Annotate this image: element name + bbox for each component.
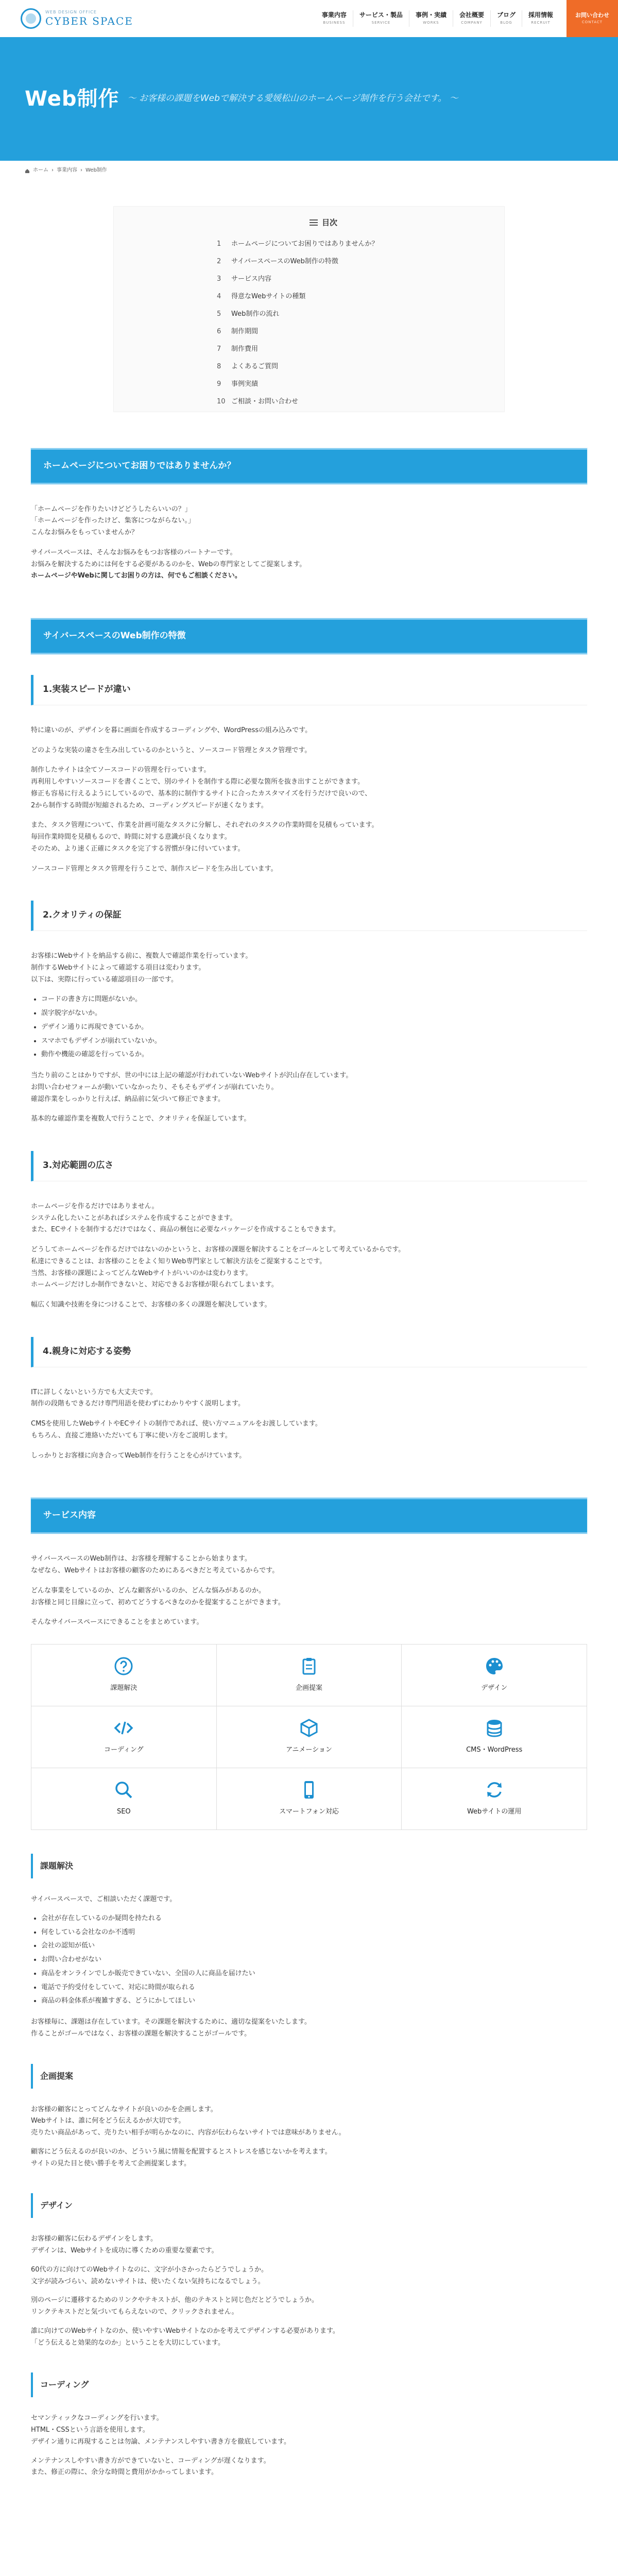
feature-heading-range: 3.対応範囲の広さ xyxy=(31,1151,587,1181)
toc-item[interactable]: 8 よくあるご質問 xyxy=(217,362,279,370)
service-animation[interactable]: アニメーション xyxy=(217,1706,402,1768)
paragraph: サイバースペースは、そんなお悩みをもつお客様のパートナーです。 お悩みを解決するためには何をする必要があるのかを、Webの専門家としてご提案します。 ホームページやWebに関してお困りの方は、何でもご相談ください。 xyxy=(31,548,306,580)
smartphone-icon xyxy=(299,1780,319,1800)
nav-business[interactable]: 事業内容 BUSINESS xyxy=(321,11,347,25)
database-icon xyxy=(484,1718,505,1738)
list-item: • 何をしている会社なのか不透明 xyxy=(41,1927,587,1939)
service-heading-coding: コーディング xyxy=(31,2372,587,2397)
breadcrumb-business[interactable]: 事業内容 xyxy=(57,167,77,173)
palette-icon xyxy=(484,1656,505,1676)
page-hero xyxy=(0,37,618,161)
code-icon xyxy=(113,1718,134,1738)
site-logo[interactable] xyxy=(21,8,133,29)
toc-item[interactable]: 3 サービス内容 xyxy=(217,275,272,283)
nav-service[interactable]: サービス・製品 SERVICE xyxy=(353,10,409,27)
toc-item[interactable]: 1 ホームページについてお困りではありませんか？ xyxy=(217,240,379,248)
home-icon xyxy=(25,168,30,173)
list-icon xyxy=(310,219,318,226)
nav-company[interactable]: 会社概要 COMPANY xyxy=(453,10,490,27)
refresh-icon xyxy=(484,1780,505,1800)
list-item: • 電話で予約受付をしていて、対応に時間が取られる xyxy=(41,1982,587,1994)
toc-title: 目次 xyxy=(322,217,338,227)
section-heading-trouble: ホームページについてお困りではありませんか？ xyxy=(31,448,587,484)
service-heading-design: デザイン xyxy=(31,2193,587,2218)
section-heading-features: サイバースペースのWeb制作の特徴 xyxy=(31,618,587,654)
page-title: Web制作 xyxy=(25,87,119,111)
check-list xyxy=(41,994,587,1061)
global-nav xyxy=(316,0,618,37)
toc-item[interactable]: 10 ご相談・お問い合わせ xyxy=(217,397,299,405)
feature-heading-speed: 1.実装スピードが違い xyxy=(31,675,587,705)
service-heading-problem: 課題解決 xyxy=(31,1854,587,1878)
clipboard-icon xyxy=(299,1656,319,1676)
list-item: • お問い合わせがない xyxy=(41,1954,587,1966)
service-heading-planning: 企画提案 xyxy=(31,2064,587,2089)
list-item: • 誤字脱字がないか。 xyxy=(41,1008,587,1020)
toc-item[interactable]: 7 制作費用 xyxy=(217,345,259,353)
list-item: • コードの書き方に問題がないか。 xyxy=(41,994,587,1006)
table-of-contents xyxy=(113,206,505,412)
list-item: • 商品の料金体系が複雑すぎる、どうにかしてほしい xyxy=(41,1995,587,2007)
feature-heading-attitude: 4.親身に対応する姿勢 xyxy=(31,1337,587,1367)
service-grid xyxy=(31,1644,587,1830)
service-seo[interactable]: SEO xyxy=(31,1768,217,1830)
list-item: • 会社が存在しているのか疑問を持たれる xyxy=(41,1913,587,1925)
service-problem-solving[interactable]: 課題解決 xyxy=(31,1645,217,1706)
toc-item[interactable]: 5 Web制作の流れ xyxy=(217,310,280,318)
page-tagline: ～ お客様の課題をWebで解決する愛媛松山のホームページ制作を行う会社です。 ～ xyxy=(127,93,458,104)
site-header xyxy=(0,0,618,37)
service-smartphone[interactable]: スマートフォン対応 xyxy=(217,1768,402,1830)
list-item: • スマホでもデザインが崩れていないか。 xyxy=(41,1036,587,1047)
service-design[interactable]: デザイン xyxy=(402,1645,587,1706)
paragraph: 「ホームページを作りたいけどどうしたらいいの？」 「ホームページを作ったけど、集客につながらない。」 こんなお悩みをもっていませんか？ xyxy=(31,505,195,536)
service-cms-wordpress[interactable]: CMS・WordPress xyxy=(402,1706,587,1768)
toc-item[interactable]: 6 制作期間 xyxy=(217,327,259,335)
list-item: • 動作や機能の確認を行っているか。 xyxy=(41,1049,587,1061)
toc-item[interactable]: 9 事例実績 xyxy=(217,380,259,388)
section-heading-services: サービス内容 xyxy=(31,1498,587,1534)
list-item: • デザイン通りに再現できているか。 xyxy=(41,1022,587,1033)
cube-icon xyxy=(299,1718,319,1738)
question-icon xyxy=(113,1656,134,1676)
nav-blog[interactable]: ブログ BLOG xyxy=(490,10,522,27)
problem-list xyxy=(41,1913,587,2007)
feature-heading-quality: 2.クオリティの保証 xyxy=(31,901,587,931)
nav-works[interactable]: 事例・実績 WORKS xyxy=(409,10,453,27)
nav-recruit[interactable]: 採用情報 RECRUIT xyxy=(522,10,559,27)
toc-item[interactable]: 2 サイバースペースのWeb制作の特徴 xyxy=(217,257,338,265)
contact-button[interactable]: お問い合わせ CONTACT xyxy=(566,0,618,37)
main-content: ホームページについてお困りではありませんか？ 「ホームページを作りたいけどどうしたらいいの？」 「ホームページを作ったけど、集客につながらない。」 こんなお悩みをもっていませんか？ サイバースペースは、そんなお悩みをもつお客様のパートナーです。 お悩みを解決するためには何をする必要があるのかを、Webの専門家としてご提案します。 ホームページやWebに関してお困りの方は、何でもご相談ください。 サイバースペースのWeb制作の特徴 1.実装スピードが違い 特に違いのが、デザインを暮に画面を作成するコーディングや、WordPressの組み込みです。 どのような実装の違さを生み出しているのかというと、ソースコード管理とタスク管理です。 制作したサイトは全てソースコードの管理を行っています。 再利用しやすいソースコードを書くことで、別のサイトを制作する際に必要な箇所を抜き出すことができます。 修正も容易に行えるようにしているので、基本的に制作するサイトに合ったカスタマイズを行うだけで良いので、 2から制作する時間が短縮されるため、コーディングスピードが速くなります。 また、タスク管理について、作業を計画可能なタスクに分解し、それぞれのタスクの作業時間を見積もっています。 毎回作業時間を見積もるので、時間に対する意識が良くなります。 そのため、より速く正確にタスクを完了する習慣が身に付いています。 ソースコード管理とタスク管理を行うことで、制作スピードを生み出しています。 2.クオリティの保証 お客様にWebサイトを納品する前に、複数人で確認作業を行っています。 制作するWebサイトによって確認する項目は変わります。 以下は、実際に行っている確認項目の一部です。 • コードの書き方に問題がないか。 • 誤字脱字がないか。 • デザイン通りに再現できているか。 • スマホでもデザインが崩れていないか。 • 動作や機能の確認を行っているか。 当たり前のことはかりですが、世の中には上記の確認が行われていないWebサイトが沢山存在しています。 お問い合わせフォームが動いていなかったり、そもそもデザインが崩れていたり。 確認作業をしっかりと行えば、納品前に気づいて修正できます。 基本的な確認作業を複数人で行うことで、クオリティを保証しています。 3.対応範囲の広さ ホームページを作るだけではありません。 システム化したいことがあればシステムを作成することができます。 また、ECサイトを制作するだけではなく、商品の梱包に必要なパッケージを作成することもできます。 どうしてホームページを作るだけではないのかというと、お客様の課題を解決することをゴールとして考えているからです。 私達にできることは、お客様のことをよく知りWeb専門家として解決方法をご提案することです。 当然、お客様の課題によってどんなWebサイトがいいのかは変わります。 ホームページだけしか制作できないと、対応できるお客様が限られてしまいます。 幅広く知識や技術を身につけることで、お客様の多くの課題を解決しています。 4.親身に対応する姿勢 ITに詳しくないという方でも大丈夫です。 制作の段階もできるだけ専門用語を使わずにわかりやすく説明します。 CMSを使用したWebサイトやECサイトの制作であれば、使い方マニュアルをお渡ししています。 もちろん、直接ご連絡いただいても丁寧に使い方をご説明します。 しっかりとお客様に向き合ってWeb制作を行うことを心がけています。 サービス内容 サイバースペースのWeb制作は、お客様を理解することから始まります。 なぜなら、Webサイトはお客様の顧客のためにあるべきだと考えているからです。 どんな事業をしているのか、どんな顧客がいるのか、どんな悩みがあるのか。 お客様と同じ目線に立って、初めてどうするべきなのかを提案することができます。 そんなサイバースペースにできることをまとめています。 課題解決 企画提案 デザイン コーディング アニメーション CMS・WordPress SEO スマートフォン対応 Webサイトの運用 課題解決 サイバースペースで、ご相談いただく課題です。 • 会社が存在しているのか疑問を持たれる • 何をしている会社なのか不透明 • 会社の認知が低い • お問い合わせがない • 商品をオンラインでしか販売できていない、全国の人に商品を届けたい • 電話で予約受付をしていて、対応に時間が取られる • 商品の料金体系が複雑すぎる、どうにかしてほしい お客様毎に、課題は存在しています。その課題を解決するために、適切な提案をいたします。 作ることがゴールではなく、お客様の課題を解決することがゴールです。 企画提案 お客様の顧客にとってどんなサイトが良いのかを企画します。 Webサイトは、誰に何をどう伝えるかが大切です。 売りたい商品があって、売りたい相手が明らかなのに、内容が伝わらないサイトでは意味がありません。 顧客にどう伝えるのが良いのか、どういう風に情報を配置するとストレスを感じないかを考えます。 サイトの見た目と使い勝手を考えて企画提案します。 デザイン お客様の顧客に伝わるデザインをします。 デザインは、Webサイトを成功に導くための重要な要素です。 60代の方に向けてのWebサイトなのに、文字が小さかったらどうでしょうか。 文字が読みづらい、読めないサイトは、使いたくない気持ちになるでしょう。 別のページに遷移するためのリンクやテキストが、他のテキストと同じ色だとどうでしょうか。 リンクテキストだと気づいてもらえないので、クリックされません。 誰に向けてのWebサイトなのか、使いやすいWebサイトなのかを考えてデザインする必要があります。 「どう伝えると効果的なのか」ということを大切にしています。 コーディング セマンティックなコーディングを行います。 HTML・CSSという言語を使用します。 デザイン通りに再現することは勿論、メンテナンスしやすい書き方を徹底しています。 メンテナンスしやすい書き方ができていないと、コーディングが遅くなります。 また、修正の際に、余分な時間と費用がかかってしまいます。 xyxy=(31,448,587,2479)
breadcrumb: ホーム › 事業内容 › Web制作 xyxy=(0,161,618,180)
service-operation[interactable]: Webサイトの運用 xyxy=(402,1768,587,1830)
list-item: • 会社の認知が低い xyxy=(41,1940,587,1952)
logo-mark-icon xyxy=(21,8,41,29)
logo-title: CYBER SPACE xyxy=(45,14,133,27)
toc-item[interactable]: 4 得意なWebサイトの種類 xyxy=(217,292,306,300)
service-coding[interactable]: コーディング xyxy=(31,1706,217,1768)
logo-subtitle: WEB DESIGN OFFICE xyxy=(45,10,97,15)
breadcrumb-home[interactable]: ホーム xyxy=(33,167,48,173)
breadcrumb-current: Web制作 xyxy=(85,167,107,173)
search-icon xyxy=(113,1780,134,1800)
list-item: • 商品をオンラインでしか販売できていない、全国の人に商品を届けたい xyxy=(41,1968,587,1980)
service-planning[interactable]: 企画提案 xyxy=(217,1645,402,1706)
